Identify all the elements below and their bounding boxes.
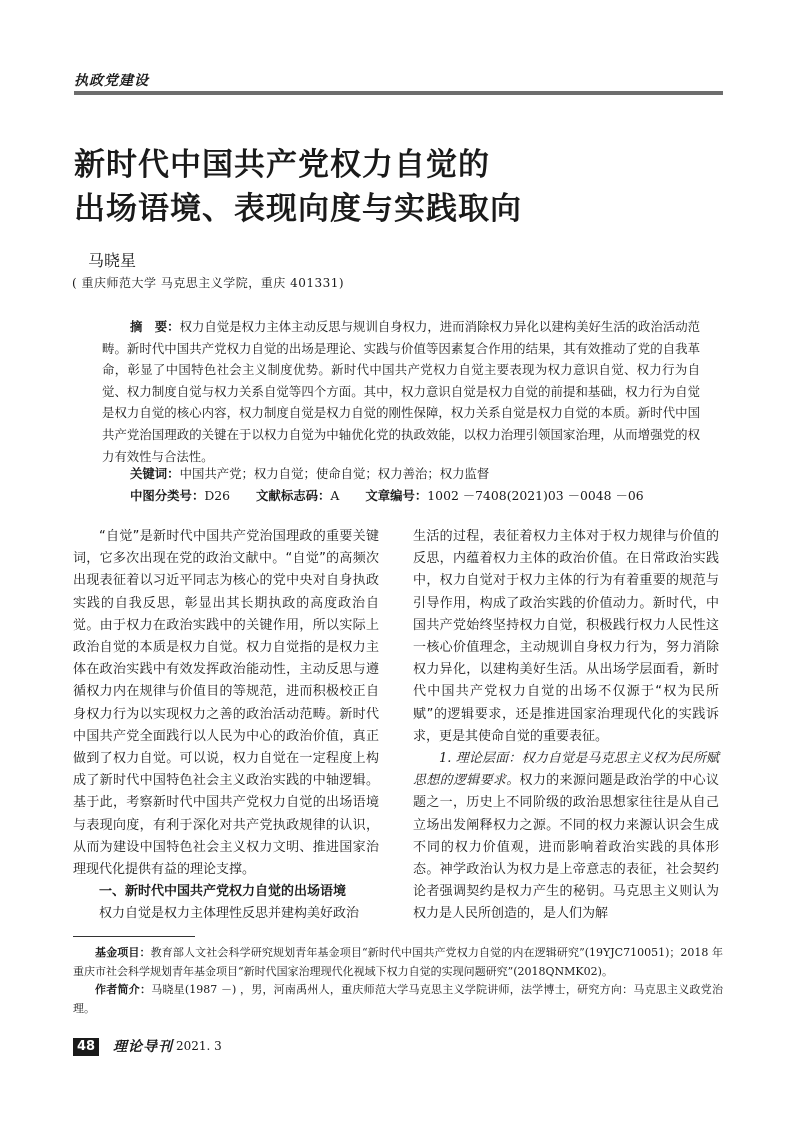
section-label: 执政党建设 xyxy=(74,73,149,89)
section-heading: 一、新时代中国共产党权力自觉的出场语境 xyxy=(99,884,347,900)
body-paragraph: “自觉”是新时代中国共产党治国理政的重要关键词，它多次出现在党的政治文献中。“自觉”的高频次出现表征着以习近平同志为核心的党中央对自身执政实践的自我反思，彰显出其长期执政的高度政治自觉。由于权力在政治实践中的关键作用，所以实际上政治自觉的本质是权力自觉。权力自觉指的是权力主体在政治实践中有效发挥政治能动性，主动反思与遵循权力内在规律与价值目的等规范，进而积极校正自身权力行为以实现权力之善的政治活动范畴。新时代中国共产党全面践行以人民为中心的政治价值，真正做到了权力自觉。可以说，权力自觉在一定程度上构成了新时代中国特色社会主义政治实践的中轴逻辑。基于此，考察新时代中国共产党权力自觉的出场语境与表现向度，有利于深化对共产党执政规律的认识，从而为建设中国特色社会主义权力文明、推进国家治理现代化提供有益的理论支撑。 xyxy=(73,529,379,878)
title-line-2: 出场语境、表现向度与实践取向 xyxy=(74,191,522,227)
title-line-1: 新时代中国共产党权力自觉的 xyxy=(74,147,490,183)
subsection-text: 权力的来源问题是政治学的中心议题之一，历史上不同阶级的政治思想家往往是从自己立场出发阐释权力之源。不同的权力来源认识会生成不同的权力价值观，进而影响着政治实践的具体形态。神学政治认为权力是上帝意志的表征，社会契约论者强调契约是权力产生的秘钥。马克思主义则认为权力是人民所创造的，是人们为解 xyxy=(413,773,719,922)
keywords-text: 中国共产党；权力自觉；使命自觉；权力善治；权力监督 xyxy=(179,466,490,481)
header-rule xyxy=(74,91,723,95)
author-bio-label: 作者简介： xyxy=(95,983,152,997)
article-title xyxy=(74,143,522,231)
body-paragraph: 权力自觉是权力主体理性反思并建构美好政治 xyxy=(99,906,360,922)
footnotes xyxy=(73,944,723,1018)
fund-label: 基金项目： xyxy=(95,946,151,959)
clc-label: 中图分类号： xyxy=(130,488,205,503)
doc-value: A xyxy=(330,488,340,503)
abstract xyxy=(102,316,700,467)
doc-label: 文献标志码： xyxy=(256,488,331,503)
classification-line xyxy=(130,486,644,504)
keywords xyxy=(130,464,489,482)
article-no-label: 文章编号： xyxy=(365,488,428,503)
author-bio-text: 马晓星(1987 －) ，男，河南禹州人，重庆师范大学马克思主义学院讲师，法学博士，研究方向：马克思主义政党治理。 xyxy=(73,983,723,1015)
clc-value: D26 xyxy=(204,488,231,503)
journal-name: 理论导刊 xyxy=(113,1039,173,1055)
body-column-right xyxy=(413,526,719,926)
author-affiliation: ( 重庆师范大学 马克思主义学院，重庆 401331) xyxy=(72,276,345,290)
keywords-label: 关键词： xyxy=(130,466,180,481)
page-number: 48 xyxy=(73,1038,99,1056)
body-paragraph: 生活的过程，表征着权力主体对于权力规律与价值的反思，内蕴着权力主体的政治价值。在日常政治实践中，权力自觉对于权力主体的行为有着重要的规范与引导作用，构成了政治实践的价值动力。新时代，中国共产党始终坚持权力自觉，积极践行权力人民性这一核心价值理念，主动规训自身权力行为，努力消除权力异化，以建构美好生活。从出场学层面看，新时代中国共产党权力自觉的出场不仅源于“权为民所赋”的逻辑要求，还是推进国家治理现代化的实践诉求，更是其使命自觉的重要表征。 xyxy=(413,529,719,744)
abstract-label: 摘 要： xyxy=(130,319,180,334)
subsection-paragraph xyxy=(413,748,719,926)
fund-note xyxy=(73,944,723,981)
fund-text: 教育部人文社会科学研究规划青年基金项目“新时代中国共产党权力自觉的内在逻辑研究”(19YJC710051)；2018 年重庆市社会科学规划青年基金项目“新时代国家治理现代化视域下权力自觉的实现问题研究”(2018QNMK02)。 xyxy=(73,946,723,978)
article-no-value: 1002 －7408(2021)03 －0048 －06 xyxy=(427,488,644,503)
abstract-text: 权力自觉是权力主体主动反思与规训自身权力，进而消除权力异化以建构美好生活的政治活动范畴。新时代中国共产党权力自觉的出场是理论、实践与价值等因素复合作用的结果，其有效推动了党的自我革命，彰显了中国特色社会主义制度优势。新时代中国共产党权力自觉主要表现为权力意识自觉、权力行为自觉、权力制度自觉与权力关系自觉等四个方面。其中，权力意识自觉是权力自觉的前提和基础，权力行为自觉是权力自觉的核心内容，权力制度自觉是权力自觉的刚性保障，权力关系自觉是权力自觉的本质。新时代中国共产党治国理政的关键在于以权力自觉为中轴优化党的执政效能，以权力治理引领国家治理，从而增强党的权力有效性与合法性。 xyxy=(102,319,701,464)
author-note xyxy=(73,981,723,1018)
subsection-heading: 1. 理论层面：权力自觉是马克思主义权为民所赋思想的逻辑要求。 xyxy=(413,751,719,789)
body-column-left xyxy=(73,526,379,926)
author-name: 马晓星 xyxy=(88,251,137,270)
footnote-rule xyxy=(73,936,195,937)
issue-number: 2021. 3 xyxy=(176,1039,222,1053)
